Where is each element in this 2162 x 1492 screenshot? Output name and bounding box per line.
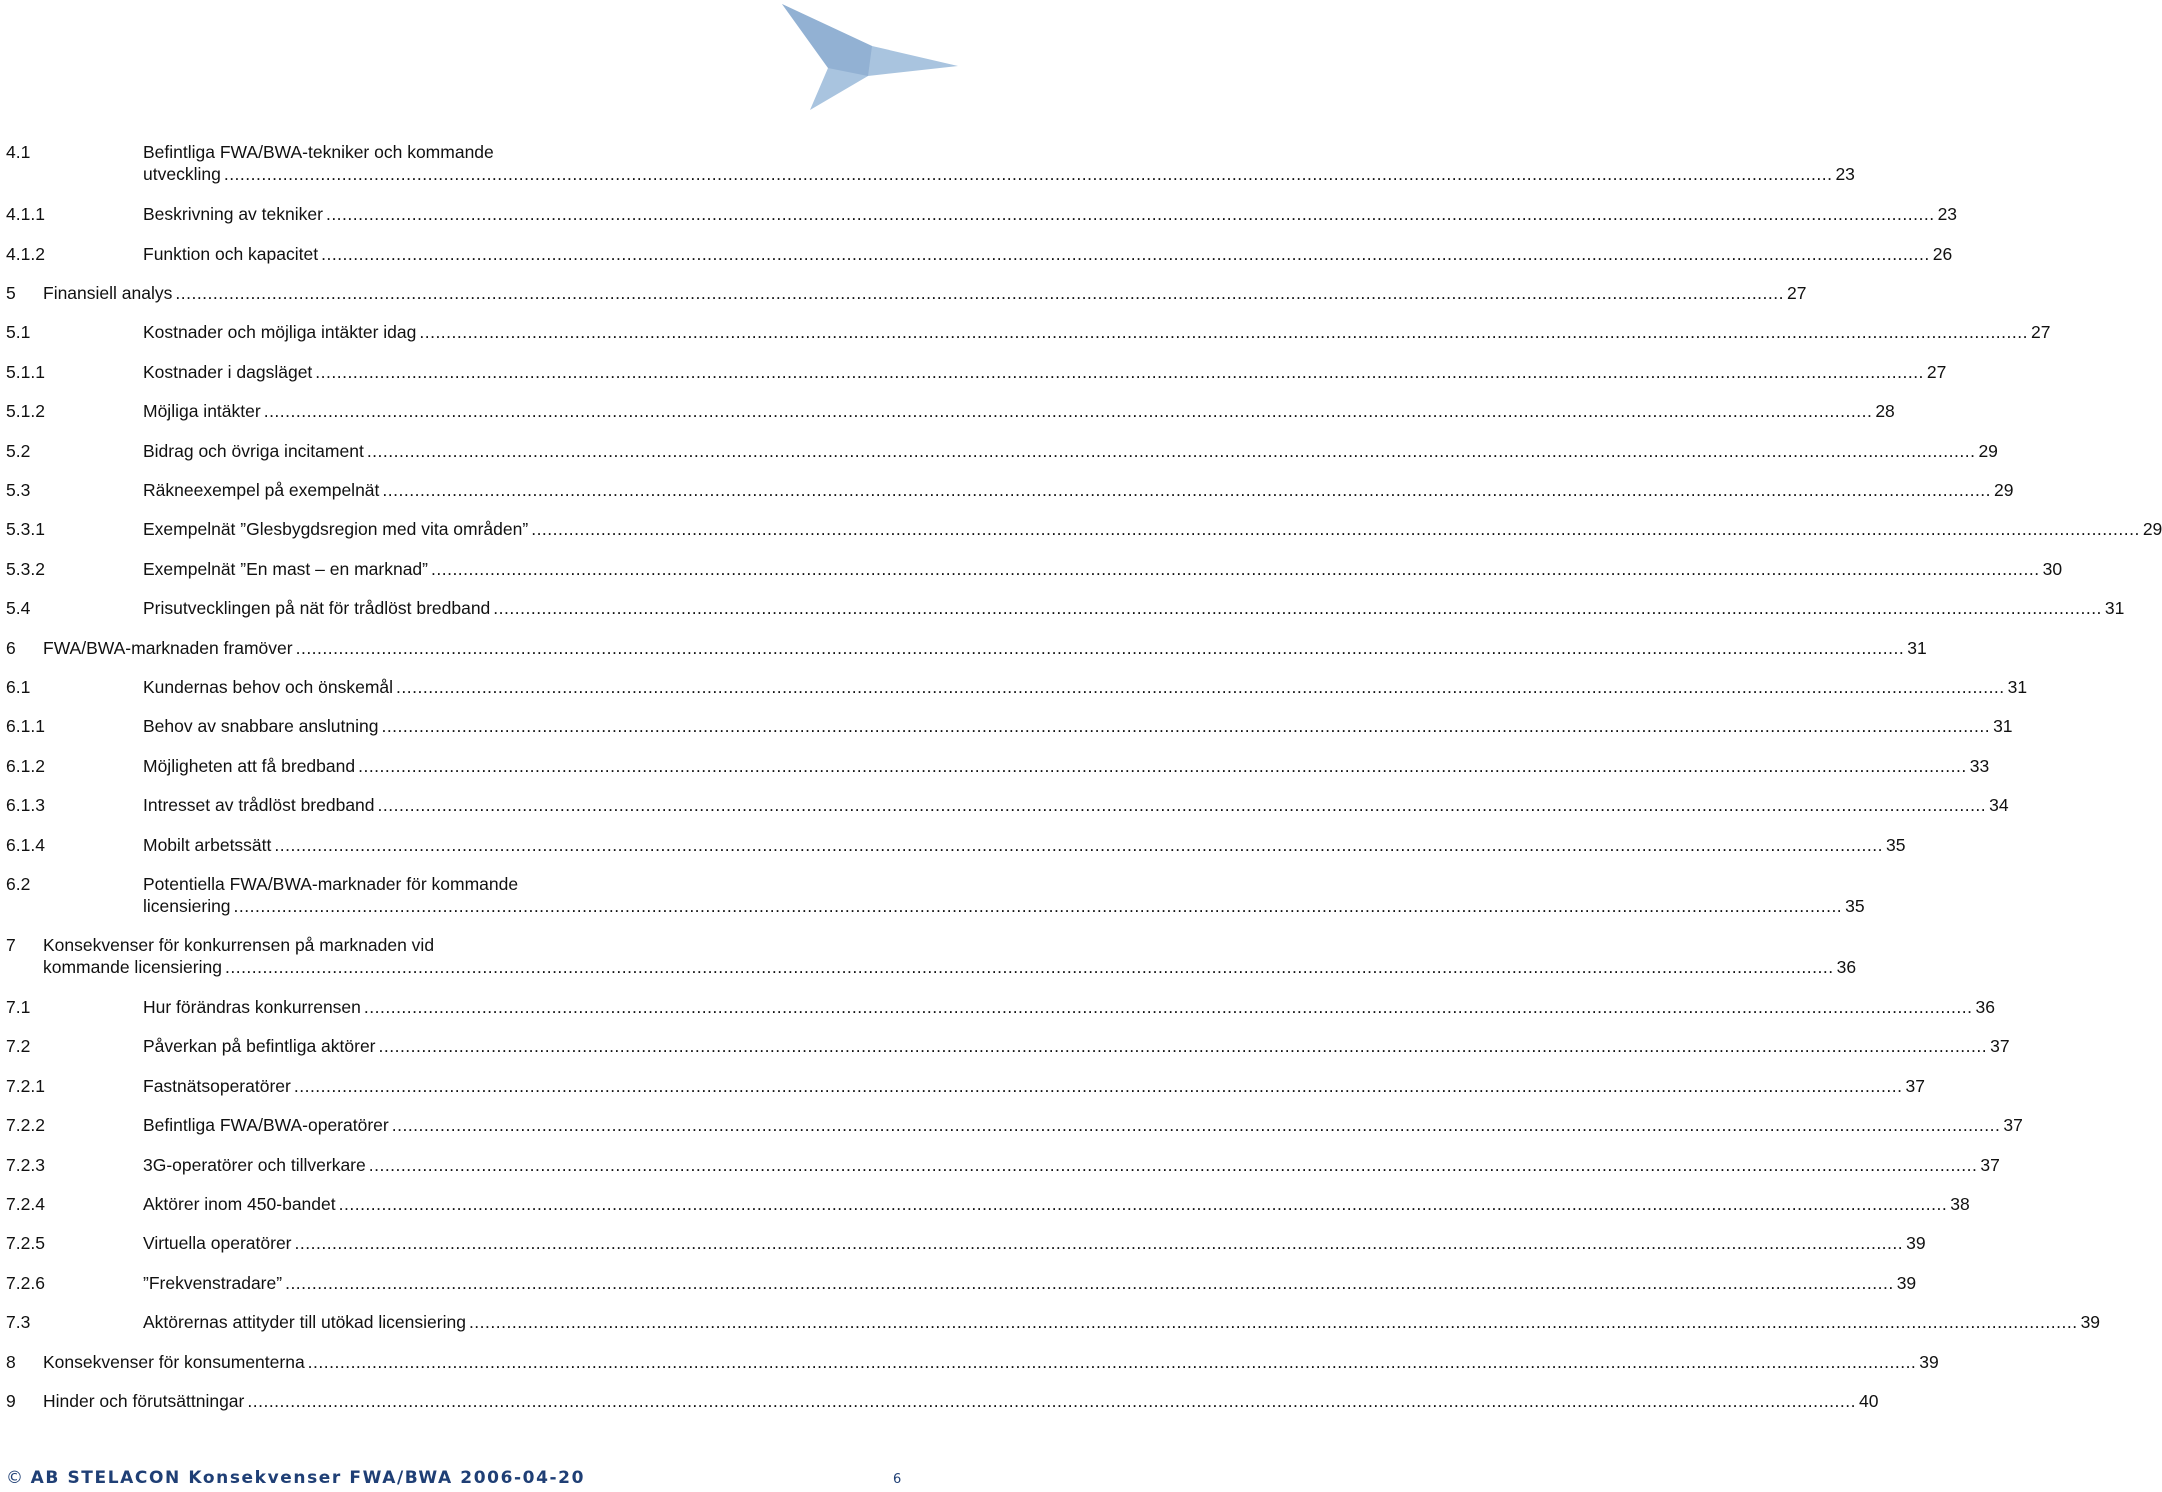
toc-leader-dots: ............................................................................................................................................................................................................................................................................................................ <box>321 244 1930 264</box>
toc-title: Möjliga intäkter <box>143 401 261 421</box>
toc-title: Virtuella operatörer <box>143 1233 292 1253</box>
toc-number: 5.3.2 <box>6 559 45 579</box>
toc-title-line1: Potentiella FWA/BWA-marknader för kommande <box>143 874 519 894</box>
toc-leader-dots: ............................................................................................................................................................................................................................................................................................................ <box>295 638 1905 658</box>
toc-page-number: 39 <box>1906 1233 1926 1253</box>
toc-title: Finansiell analys <box>43 283 173 303</box>
toc-number: 5.1.1 <box>6 362 45 382</box>
toc-line <box>143 597 2125 619</box>
toc-title: Intresset av trådlöst bredband <box>143 795 375 815</box>
toc-leader-dots: ............................................................................................................................................................................................................................................................................................................ <box>431 559 2040 579</box>
toc-entry[interactable] <box>0 676 2028 698</box>
toc-line <box>143 996 1995 1018</box>
toc-entry[interactable] <box>0 715 2013 737</box>
toc-page-number: 37 <box>2003 1115 2023 1135</box>
toc-line <box>143 794 2009 816</box>
toc-entry[interactable] <box>0 141 1855 185</box>
toc-number: 7.3 <box>6 1312 31 1332</box>
toc-entry[interactable] <box>0 834 1906 856</box>
toc-entry[interactable] <box>0 1311 2101 1333</box>
toc-page-number: 33 <box>1969 756 1990 776</box>
toc-entry[interactable] <box>0 282 1807 304</box>
toc-title: kommande licensiering <box>43 957 222 977</box>
toc-leader-dots: ............................................................................................................................................................................................................................................................................................................ <box>391 1115 2001 1135</box>
toc-page-number: 31 <box>2104 598 2125 618</box>
toc-title: Exempelnät ”Glesbygdsregion med vita områden” <box>143 519 529 539</box>
toc-title: Hur förändras konkurrensen <box>143 997 361 1017</box>
toc-title: Kundernas behov och önskemål <box>143 677 394 697</box>
toc-title: Kostnader och möjliga intäkter idag <box>143 322 417 342</box>
toc-line <box>143 1035 2010 1057</box>
toc-page-number: 39 <box>2080 1312 2101 1332</box>
toc-leader-dots: ............................................................................................................................................................................................................................................................................................................ <box>531 519 2140 539</box>
toc-line <box>143 676 2028 698</box>
toc-entry[interactable] <box>0 1114 2023 1136</box>
toc-number: 7.2.6 <box>6 1273 45 1293</box>
toc-page-number: 37 <box>1980 1155 2000 1175</box>
toc-number: 6.1.2 <box>6 756 45 776</box>
toc-entry[interactable] <box>0 1075 1925 1097</box>
toc-leader-dots: ............................................................................................................................................................................................................................................................................................................ <box>233 896 1843 916</box>
toc-leader-dots: ............................................................................................................................................................................................................................................................................................................ <box>382 480 1992 500</box>
toc-page-number: 30 <box>2042 559 2063 579</box>
toc-title: licensiering <box>143 896 231 916</box>
toc-line <box>143 1272 1917 1294</box>
toc-line <box>43 637 1927 659</box>
toc-entry[interactable] <box>0 1193 1970 1215</box>
toc-page-number: 35 <box>1845 896 1865 916</box>
toc-line <box>143 400 1895 422</box>
toc-title: Hinder och förutsättningar <box>43 1391 245 1411</box>
toc-entry[interactable] <box>0 996 1995 1018</box>
toc-line <box>143 440 1998 462</box>
toc-leader-dots: ............................................................................................................................................................................................................................................................................................................ <box>247 1391 1856 1411</box>
toc-leader-dots: ............................................................................................................................................................................................................................................................................................................ <box>315 362 1924 382</box>
toc-page-number: 26 <box>1932 244 1953 264</box>
toc-entry[interactable] <box>0 321 2051 343</box>
toc-title: Kostnader i dagsläget <box>143 362 313 382</box>
toc-title: Fastnätsoperatörer <box>143 1076 291 1096</box>
toc-page-number: 23 <box>1835 164 1855 184</box>
toc-leader-dots: ............................................................................................................................................................................................................................................................................................................ <box>338 1194 1948 1214</box>
toc-number: 7.1 <box>6 997 31 1017</box>
toc-number: 7.2 <box>6 1036 31 1056</box>
toc-title: Mobilt arbetssätt <box>143 835 272 855</box>
toc-number: 7.2.3 <box>6 1155 45 1175</box>
toc-number: 6.1 <box>6 677 31 697</box>
toc-page-number: 37 <box>1905 1076 1925 1096</box>
toc-number: 8 <box>6 1352 16 1372</box>
toc-leader-dots: ............................................................................................................................................................................................................................................................................................................ <box>224 957 1834 977</box>
toc-line <box>43 1390 1879 1412</box>
toc-entry[interactable] <box>0 637 1927 659</box>
toc-number: 7.2.5 <box>6 1233 45 1253</box>
toc-number: 9 <box>6 1391 16 1411</box>
toc-number: 7.2.4 <box>6 1194 45 1214</box>
toc-leader-dots: ............................................................................................................................................................................................................................................................................................................ <box>419 322 2028 342</box>
toc-page-number: 31 <box>1907 638 1927 658</box>
toc-number: 6.1.1 <box>6 716 45 736</box>
footer <box>6 1468 906 1488</box>
toc-line <box>143 479 2014 501</box>
toc-leader-dots: ............................................................................................................................................................................................................................................................................................................ <box>294 1233 1904 1253</box>
toc-entry[interactable] <box>0 203 1958 225</box>
toc-entry[interactable] <box>0 597 2125 619</box>
toc-page-number: 31 <box>1993 716 2013 736</box>
toc-entry[interactable] <box>0 1390 1879 1412</box>
toc-leader-dots: ............................................................................................................................................................................................................................................................................................................ <box>325 204 1935 224</box>
toc-number: 7.2.1 <box>6 1076 45 1096</box>
copyright-symbol: © <box>6 1468 25 1488</box>
toc-title: Aktörer inom 450-bandet <box>143 1194 336 1214</box>
toc-page-number: 39 <box>1896 1273 1917 1293</box>
toc-entry[interactable] <box>0 934 1857 978</box>
toc-line <box>143 1154 2000 1176</box>
footer-text: AB STELACON Konsekvenser FWA/BWA 2006-04-20 <box>30 1468 586 1488</box>
toc-line <box>143 1114 2023 1136</box>
toc-page-number: 29 <box>2142 519 2162 539</box>
toc-number: 5.3 <box>6 480 31 500</box>
toc-leader-dots: ............................................................................................................................................................................................................................................................................................................ <box>368 1155 1978 1175</box>
toc-title: Påverkan på befintliga aktörer <box>143 1036 376 1056</box>
toc-leader-dots: ............................................................................................................................................................................................................................................................................................................ <box>285 1273 1894 1293</box>
toc-entry[interactable] <box>0 479 2014 501</box>
toc-leader-dots: ............................................................................................................................................................................................................................................................................................................ <box>366 441 1976 461</box>
toc-page-number: 34 <box>1989 795 2009 815</box>
toc-title: utveckling <box>143 164 221 184</box>
toc-entry[interactable] <box>0 1154 2000 1176</box>
toc-entry[interactable] <box>0 1035 2010 1057</box>
toc-page-number: 35 <box>1886 835 1906 855</box>
toc-line <box>143 1075 1925 1097</box>
toc-title: Exempelnät ”En mast – en marknad” <box>143 559 428 579</box>
toc-number: 5 <box>6 283 16 303</box>
toc-page-number: 28 <box>1875 401 1895 421</box>
toc-number: 5.1.2 <box>6 401 45 421</box>
toc-leader-dots: ............................................................................................................................................................................................................................................................................................................ <box>274 835 1884 855</box>
toc-page-number: 40 <box>1859 1391 1879 1411</box>
toc-entry[interactable] <box>0 1351 1939 1373</box>
toc-entry[interactable] <box>0 400 1895 422</box>
toc-line <box>143 755 1990 777</box>
toc-leader-dots: ............................................................................................................................................................................................................................................................................................................ <box>175 283 1784 303</box>
toc-title: Aktörernas attityder till utökad licensiering <box>143 1312 466 1332</box>
toc-page-number: 37 <box>1990 1036 2010 1056</box>
toc-title: Möjligheten att få bredband <box>143 756 356 776</box>
toc-number: 5.3.1 <box>6 519 45 539</box>
toc-title: FWA/BWA-marknaden framöver <box>43 638 293 658</box>
toc-page-number: 39 <box>1919 1352 1939 1372</box>
toc-number: 6.1.4 <box>6 835 45 855</box>
toc-number: 5.1 <box>6 322 31 342</box>
toc-title-line1: Konsekvenser för konkurrensen på marknaden vid <box>43 935 435 955</box>
toc-title: Behov av snabbare anslutning <box>143 716 379 736</box>
toc-number: 6.2 <box>6 874 31 894</box>
toc-line <box>143 895 1865 917</box>
toc-page-number: 36 <box>1975 997 1995 1017</box>
toc-leader-dots: ............................................................................................................................................................................................................................................................................................................ <box>223 164 1833 184</box>
toc-entry[interactable] <box>0 518 2162 540</box>
toc-leader-dots: ............................................................................................................................................................................................................................................................................................................ <box>293 1076 1903 1096</box>
toc-number: 7 <box>6 935 16 955</box>
toc-line <box>143 834 1906 856</box>
toc-line <box>43 956 1857 978</box>
toc-page-number: 27 <box>2030 322 2051 342</box>
toc-page-number: 29 <box>1994 480 2014 500</box>
toc-page-number: 27 <box>1926 362 1947 382</box>
toc-leader-dots: ............................................................................................................................................................................................................................................................................................................ <box>493 598 2102 618</box>
toc-leader-dots: ............................................................................................................................................................................................................................................................................................................ <box>378 1036 1988 1056</box>
toc-number: 6 <box>6 638 16 658</box>
toc-page-number: 29 <box>1978 441 1998 461</box>
toc-number: 5.4 <box>6 598 31 618</box>
toc-number: 7.2.2 <box>6 1115 45 1135</box>
toc-line <box>143 1232 1926 1254</box>
toc-line <box>143 203 1958 225</box>
toc-line <box>143 243 1953 265</box>
toc-leader-dots: ............................................................................................................................................................................................................................................................................................................ <box>381 716 1991 736</box>
toc-leader-dots: ............................................................................................................................................................................................................................................................................................................ <box>377 795 1987 815</box>
toc-entry[interactable] <box>0 243 1953 265</box>
toc-line <box>143 715 2013 737</box>
toc-page-number: 31 <box>2007 677 2028 697</box>
toc-line <box>143 1193 1970 1215</box>
toc-number: 6.1.3 <box>6 795 45 815</box>
toc-title-line1: Befintliga FWA/BWA-tekniker och kommande <box>143 142 494 162</box>
toc-leader-dots: ............................................................................................................................................................................................................................................................................................................ <box>307 1352 1917 1372</box>
toc-title: ”Frekvenstradare” <box>143 1273 283 1293</box>
toc-title: Prisutvecklingen på nät för trådlöst bredband <box>143 598 491 618</box>
toc-entry[interactable] <box>0 558 2063 580</box>
toc-entry[interactable] <box>0 873 1865 917</box>
toc-line <box>143 1311 2101 1333</box>
toc-line <box>43 1351 1939 1373</box>
toc-line <box>143 321 2051 343</box>
toc-leader-dots: ............................................................................................................................................................................................................................................................................................................ <box>363 997 1973 1017</box>
toc-entry[interactable] <box>0 755 1990 777</box>
toc-page-number: 23 <box>1937 204 1958 224</box>
toc-entry[interactable] <box>0 794 2009 816</box>
toc-entry[interactable] <box>0 1272 1917 1294</box>
toc-line <box>143 163 1855 185</box>
toc-leader-dots: ............................................................................................................................................................................................................................................................................................................ <box>468 1312 2078 1332</box>
toc-line <box>143 558 2063 580</box>
footer-page-number: 6 <box>893 1472 902 1487</box>
toc-page-number: 38 <box>1950 1194 1970 1214</box>
toc-leader-dots: ............................................................................................................................................................................................................................................................................................................ <box>263 401 1873 421</box>
toc-title: Beskrivning av tekniker <box>143 204 323 224</box>
toc-line <box>143 518 2162 540</box>
toc-number: 4.1.1 <box>6 204 45 224</box>
toc-title: Konsekvenser för konsumenterna <box>43 1352 305 1372</box>
toc-line <box>143 361 1947 383</box>
toc-title: Bidrag och övriga incitament <box>143 441 364 461</box>
toc-page-number: 27 <box>1787 283 1807 303</box>
toc-title: Räkneexempel på exempelnät <box>143 480 380 500</box>
toc-title: 3G-operatörer och tillverkare <box>143 1155 366 1175</box>
toc-number: 5.2 <box>6 441 31 461</box>
toc-entry[interactable] <box>0 1232 1926 1254</box>
toc-leader-dots: ............................................................................................................................................................................................................................................................................................................ <box>358 756 1967 776</box>
toc-entry[interactable] <box>0 361 1947 383</box>
toc-line <box>43 282 1807 304</box>
toc-leader-dots: ............................................................................................................................................................................................................................................................................................................ <box>396 677 2005 697</box>
toc-number: 4.1.2 <box>6 244 45 264</box>
toc-title: Funktion och kapacitet <box>143 244 319 264</box>
toc-title: Befintliga FWA/BWA-operatörer <box>143 1115 389 1135</box>
toc-page-number: 36 <box>1836 957 1857 977</box>
toc-entry[interactable] <box>0 440 1998 462</box>
toc-number: 4.1 <box>6 142 31 162</box>
